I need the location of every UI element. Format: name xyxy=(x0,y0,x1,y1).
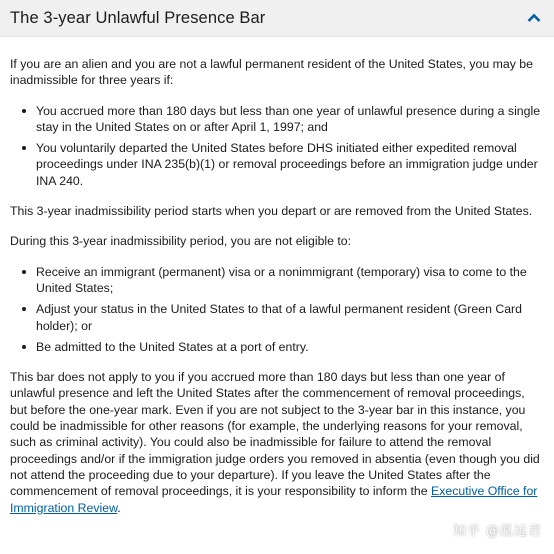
watermark: 知乎 @泓远君 xyxy=(452,523,542,539)
list-item: You voluntarily departed the United States before DHS initiated either expedited removal proceedings under INA 235(b)(1) or removal proceedings before an immigration judge under INA 240. xyxy=(36,140,542,189)
not-eligible-intro: During this 3-year inadmissibility period, you are not eligible to: xyxy=(10,234,352,249)
period-start-paragraph: This 3-year inadmissibility period starts when you depart or are removed from the United States. xyxy=(10,204,533,219)
chevron-up-icon[interactable] xyxy=(526,10,542,26)
intro-paragraph: If you are an alien and you are not a lawful permanent resident of the United States, you may be inadmissible for three years if: xyxy=(10,57,533,88)
accordion-header[interactable] xyxy=(0,0,554,37)
accordion-body xyxy=(0,37,554,554)
list-item: You accrued more than 180 days but less than one year of unlawful presence during a single stay in the United States on or after April 1, 1997; and xyxy=(36,103,541,134)
accordion-title: The 3-year Unlawful Presence Bar xyxy=(10,9,266,27)
final-paragraph xyxy=(10,369,542,516)
final-paragraph-text: This bar does not apply to you if you accrued more than 180 days but less than one year of unlawful presence and left the United States after the commencement of removal proceedings, but before the one-year mark. Even if you are not subject to the 3-year bar in this instance, you could be inadmissible for other reasons (for example, the underlying reasons for your removal, such as criminal activity). You could also be inadmissible for failure to attend the removal proceedings and/or if the immigration judge orders you removed in absentia (even though you did not attend the proceeding due to your departure). If you leave the United States after the commencement of removal proceedings, it is your responsibility to inform the xyxy=(10,370,540,499)
eoir-link[interactable]: Executive Office for Immigration Review xyxy=(10,484,538,515)
not-eligible-list xyxy=(10,264,542,355)
final-paragraph-end: . xyxy=(117,500,121,515)
list-item: Be admitted to the United States at a port of entry. xyxy=(36,339,542,355)
list-item: Receive an immigrant (permanent) visa or a nonimmigrant (temporary) visa to come to the United States; xyxy=(36,264,542,297)
conditions-list xyxy=(10,103,542,189)
list-item: Adjust your status in the United States to that of a lawful permanent resident (Green Card holder); or xyxy=(36,301,542,334)
